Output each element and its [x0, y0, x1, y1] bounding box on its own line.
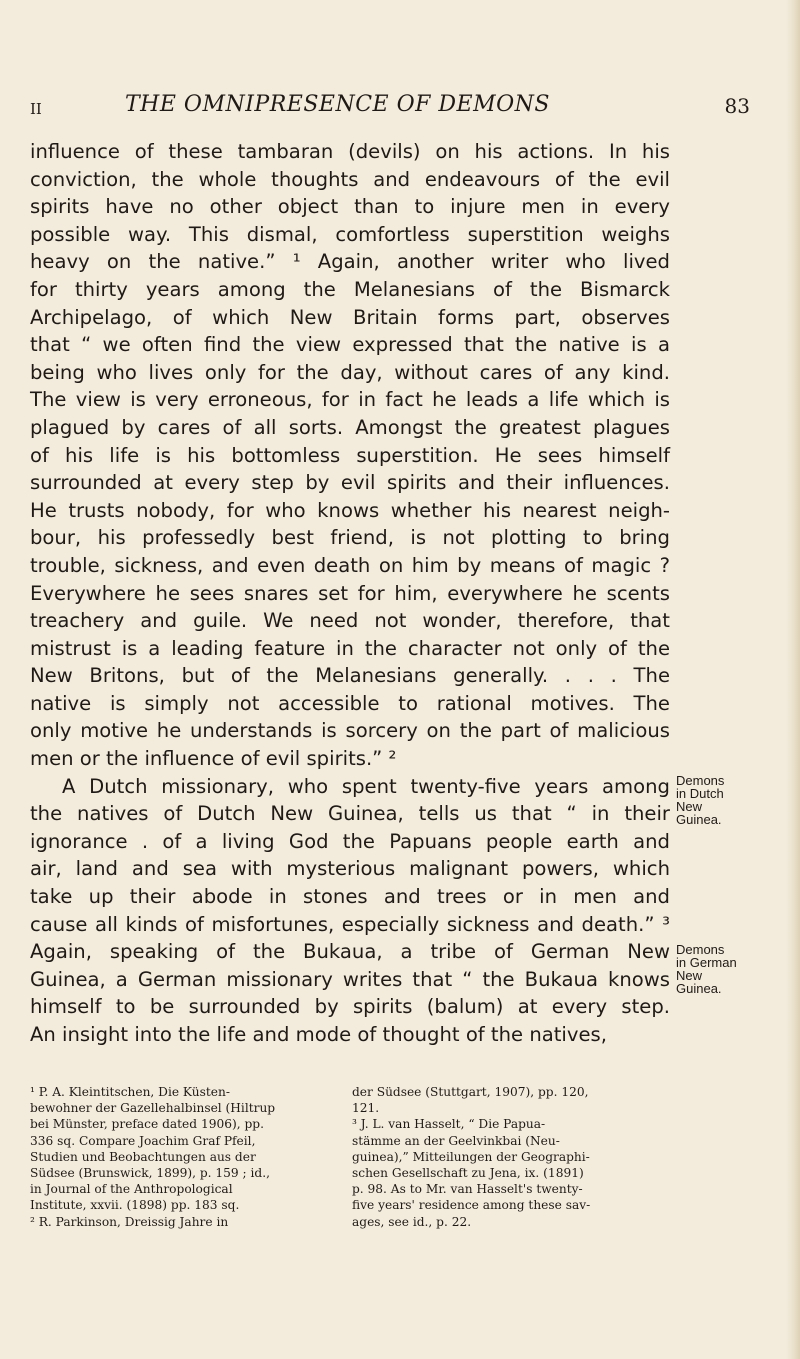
margin-note-dutch-new-guinea	[676, 774, 800, 826]
footnote-line: Studien und Beobachtungen aus der	[30, 1149, 256, 1164]
text-line: treachery and guile. We need not wonder, therefore, that	[30, 609, 670, 633]
margin-note-german-new-guinea	[676, 943, 800, 995]
text-line: for thirty years among the Melanesians of the Bismarck	[30, 277, 670, 301]
text-line: of his life is his bottomless superstition. He sees himself	[30, 443, 670, 467]
footnote-line: in Journal of the Anthropological	[30, 1182, 233, 1197]
footnote-line: ¹ P. A. Kleintitschen, Die Küsten-	[30, 1085, 230, 1099]
margin-note-line: New	[676, 799, 703, 814]
running-header	[30, 92, 750, 128]
footnotes-left-column	[30, 1084, 334, 1230]
text-line: himself to be surrounded by spirits (balum) at every step.	[30, 995, 670, 1019]
page-edge-shadow	[786, 0, 800, 1359]
footnote-line: guinea),” Mitteilungen der Geographi-	[352, 1149, 590, 1164]
text-line: men or the influence of evil spirits.” ²	[30, 747, 397, 771]
page-number: 83	[724, 94, 750, 118]
running-title: THE OMNIPRESENCE OF DEMONS	[125, 92, 550, 117]
footnote-line: bei Münster, preface dated 1906), pp.	[30, 1117, 264, 1132]
footnote-line: 121.	[352, 1101, 380, 1116]
text-line: An insight into the life and mode of thought of the natives,	[30, 1023, 607, 1046]
text-line: only motive he understands is sorcery on the part of malicious	[30, 719, 670, 743]
text-line: spirits have no other object than to injure men in every	[30, 195, 670, 219]
text-line: He trusts nobody, for who knows whether his nearest neigh-	[30, 498, 670, 522]
margin-note-line: in Dutch	[676, 786, 724, 801]
text-line: trouble, sickness, and even death on him by means of magic ?	[30, 553, 670, 577]
text-line: The view is very erroneous, for in fact he leads a life which is	[30, 388, 670, 412]
footnotes-right-column	[352, 1084, 670, 1230]
footnote-line: ages, see id., p. 22.	[352, 1214, 472, 1229]
text-line: Guinea, a German missionary writes that “ the Bukaua knows	[30, 967, 670, 991]
text-line: conviction, the whole thoughts and endeavours of the evil	[30, 167, 670, 191]
text-line: possible way. This dismal, comfortless superstition weighs	[30, 222, 670, 246]
footnote-line: ³ J. L. van Hasselt, “ Die Papua-	[352, 1117, 546, 1132]
body-text	[30, 138, 670, 1049]
footnote-line: 336 sq. Compare Joachim Graf Pfeil,	[30, 1133, 256, 1148]
text-line: mistrust is a leading feature in the character not only of the	[30, 636, 670, 660]
text-line: cause all kinds of misfortunes, especially sickness and death.” ³	[30, 912, 670, 936]
margin-note-line: Guinea.	[676, 812, 722, 827]
text-line: heavy on the native.” ¹ Again, another writer who lived	[30, 250, 670, 274]
footnote-line: der Südsee (Stuttgart, 1907), pp. 120,	[352, 1085, 589, 1099]
text-line: ignorance . of a living God the Papuans people earth and	[30, 829, 670, 853]
text-line: plagued by cares of all sorts. Amongst the greatest plagues	[30, 415, 670, 439]
text-line: take up their abode in stones and trees or in men and	[30, 885, 670, 909]
text-line: native is simply not accessible to rational motives. The	[30, 691, 670, 715]
text-line: bour, his professedly best friend, is not plotting to bring	[30, 526, 670, 550]
text-line: Everywhere he sees snares set for him, everywhere he scents	[30, 581, 670, 605]
margin-note-line: in German	[676, 955, 737, 970]
footnote-line: bewohner der Gazellehalbinsel (Hiltrup	[30, 1101, 276, 1116]
footnote-line: Südsee (Brunswick, 1899), p. 159 ; id.,	[30, 1165, 270, 1180]
text-line: air, land and sea with mysterious malignant powers, which	[30, 857, 670, 881]
footnote-line: Institute, xxvii. (1898) pp. 183 sq.	[30, 1198, 240, 1213]
margin-note-line: Guinea.	[676, 981, 722, 996]
text-line: being who lives only for the day, without cares of any kind.	[30, 360, 670, 384]
text-line: Again, speaking of the Bukaua, a tribe of German New	[30, 940, 670, 964]
text-line: influence of these tambaran (devils) on his actions. In his	[30, 140, 670, 163]
text-line: A Dutch missionary, who spent twenty-five years among	[62, 774, 670, 798]
text-line: Archipelago, of which New Britain forms part, observes	[30, 305, 670, 329]
text-line: New Britons, but of the Melanesians generally. . . . The	[30, 664, 670, 688]
footnote-line: schen Gesellschaft zu Jena, ix. (1891)	[352, 1165, 584, 1180]
footnote-line: p. 98. As to Mr. van Hasselt's twenty-	[352, 1182, 583, 1197]
footnote-line: five years' residence among these sav-	[352, 1198, 591, 1213]
chapter-number: II	[30, 100, 42, 118]
margin-note-line: New	[676, 968, 703, 983]
text-line: that “ we often find the view expressed that the native is a	[30, 333, 670, 357]
text-line: the natives of Dutch New Guinea, tells us that “ in their	[30, 802, 670, 826]
footnote-line: ² R. Parkinson, Dreissig Jahre in	[30, 1214, 229, 1229]
margin-note-line: Demons	[676, 773, 725, 788]
footnote-line: stämme an der Geelvinkbai (Neu-	[352, 1133, 560, 1148]
margin-note-line: Demons	[676, 942, 725, 957]
text-line: surrounded at every step by evil spirits and their influences.	[30, 471, 670, 495]
